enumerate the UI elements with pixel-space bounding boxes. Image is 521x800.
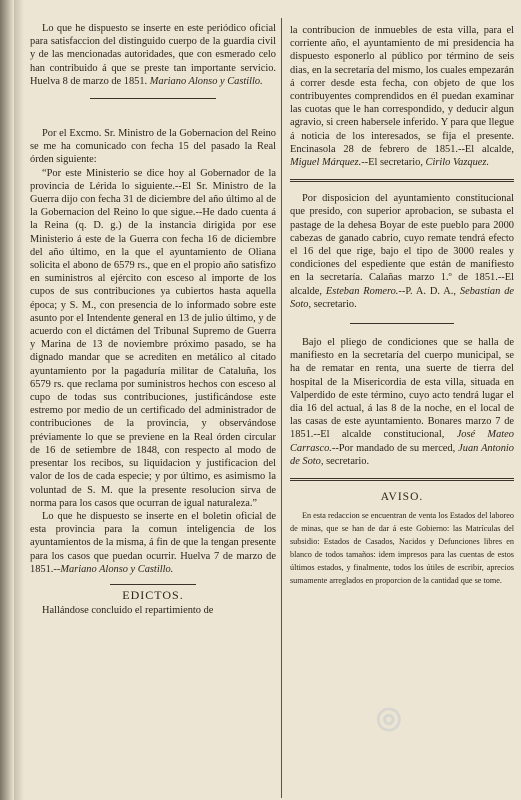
calanas-alcalde: Esteban Romero. (325, 285, 399, 297)
calanas-mid: --P. A. D. A., (398, 285, 456, 297)
bonares-notice (290, 336, 514, 468)
spacer (30, 109, 276, 127)
right-column (290, 24, 514, 587)
page-edge-stain (14, 0, 24, 800)
encinasola-notice-text: la contribucion de inmuebles de esta villa, para el corriente año, el ayuntamiento de mi presidencia ha dispuesto esponerlo al público por término de seis dias, en la secretaría del mismo, los cuales empezarán á correr desde esta fecha, con objeto de que los contribuyentes comprendidos en él puedan examinar las cuotas que le han correspondido, y deducir algun agravio, si creen habersele inferido. Y para que llegue á noticia de los interesados, se fija el presente. Encinasola 28 de febrero de 1851.--El alcalde, (290, 25, 514, 155)
calanas-end: secretario. (313, 298, 357, 310)
notice-guardia-civil-signature: Mariano Alonso y Castillo. (149, 75, 263, 87)
aviso-heading: AVISO. (380, 491, 424, 504)
aviso-body: En esta redaccion se encuentran de venta los Estados del laboreo de minas, que se han de dar á este Gobierno: las Matrículas del subsidio: Estados de Casados, Nacidos y Defunciones libres en blanco de todos tamaños: idem impresos para las cuentas de estos últimos estados, y finalmente, todos los útiles de escribir, aprecios sumamente arreglados en proporcion de la cantidad que se tome. (290, 511, 514, 586)
separator-rule (350, 323, 454, 324)
double-separator-rule (290, 478, 514, 481)
page-binding-shadow (0, 0, 14, 800)
real-orden-close-text: Lo que he dispuesto se inserte en el boletin oficial de esta provincia para la comun inteligencia de los ayuntamientos de la misma, á fin de que la tengan presente para los casos que puedan ocurrir. Huelva 7 de marzo de 1851.-- (30, 510, 276, 575)
real-orden-signature: Mariano Alonso y Castillo. (60, 563, 174, 575)
separator-rule (110, 584, 196, 585)
calanas-secretario: Sebastian de Soto, (290, 285, 514, 310)
real-orden-body: “Por este Ministerio se dice hoy al Gobernador de la provincia de Lérida lo siguiente.--El Sr. Ministro de la Guerra dijo con fecha 31 de diciembre del año último al de la Gobernacion del Reino lo que sigue.--He dado cuenta á la Reina (q. D. g.) de la instancia dirigida por ese Ministerio á este de la Guerra con fecha 16 de diciembre del año último, en la que el ayuntamiento de Oliana solicita el abono de 6579 rs., que en el propio año satisfizo en suministros al ejército con esceso al importe de los cupos de sus contribuciones ya cubiertos hasta aquella época; y S. M., con presencia de lo informado sobre este asunto por el Intendente general en 13 de julio último, y de acuerdo con el dictámen del Tribunal Supremo de Guerra y Marina de 13 de noviembre próximo pasado, se ha dignado mandar que se acrediten en metálico al citado ayuntamiento por la pagaduría militar de Cataluña, los 6579 rs. que reclama por suministros hechos con esceso al cupo de todas sus contribuciones, justificándose este estremo por medio de un certificado del administrador de contribuciones de la provincia, y observándose préviamente lo que se previene en la Real órden circular de 16 de setiembre de 1848, con respecto al modo de presentar los recibos, su liquidacion y justificacion del valor de los de cada especie; y por último, es asimismo la voluntad de S. M. que la presente resolucion sirva de norma para los casos que ocurran de igual naturaleza.” (30, 167, 276, 509)
bonares-notice-text: Bajo el pliego de condiciones que se halla de manifiesto en la secretaría del cuerpo municipal, se ha de rematar en renta, una suerte de tierra del hospital de la Misericordia de esta villa, situada en Valperdido de este término, cuyo acto tendrá lugar el dia 16 del actual, á las 8 de la noche, en el local de las casas de este ayuntamiento. Bonares marzo 7 de 1851.--El alcalde constitucional, (290, 337, 514, 441)
calanas-notice (290, 192, 514, 311)
notice-guardia-civil-text: Lo que he dispuesto se inserte en este periódico oficial para satisfaccion del distinguido cuerpo de la guardia civil y de las mencionadas autoridades, que con esmerado celo han contribuido á que se preste tan importante servicio. Huelva 8 de marzo de 1851. (30, 23, 276, 87)
bonares-end: secretario. (326, 455, 370, 467)
real-orden-intro: Por el Excmo. Sr. Ministro de la Gobernacion del Reino se me ha comunicado con fecha 15 del pasado la Real órden siguiente: (30, 128, 276, 166)
left-column (30, 22, 276, 617)
real-orden-close (30, 510, 276, 576)
encinasola-alcalde: Miguel Márquez. (290, 157, 362, 169)
notice-guardia-civil (30, 22, 276, 88)
library-watermark: ◎ (372, 698, 405, 737)
bonares-mid: --Por mandado de su merced, (331, 442, 456, 454)
bonares-alcalde: José Mateo Carrasco. (290, 429, 514, 454)
separator-rule (90, 98, 216, 99)
column-divider (281, 18, 282, 798)
calanas-notice-text: Por disposicion del ayuntamiento constitucional que presido, con superior aprobacion, se subasta el pastage de la dehesa Boyar de este pueblo para 2000 cabezas de ganado cabrio, cuyo remate tendrá efecto el 16 del que rige, bajo el tipo de 3000 reales y condiciones del espediente que están de manifiesto en la secretaría. Calañas marzo 1.º de 1851.--El alcalde, (290, 193, 514, 297)
double-separator-rule (290, 179, 514, 182)
edictos-heading: EDICTOS. (122, 587, 184, 602)
encinasola-mid: --El secretario, (361, 157, 423, 169)
edictos-start: Hallándose concluido el repartimiento de (42, 605, 214, 617)
encinasola-notice (290, 24, 514, 169)
encinasola-secretario: Cirilo Vazquez. (425, 157, 490, 169)
bonares-secretario: Juan Antonio de Soto, (290, 442, 514, 467)
